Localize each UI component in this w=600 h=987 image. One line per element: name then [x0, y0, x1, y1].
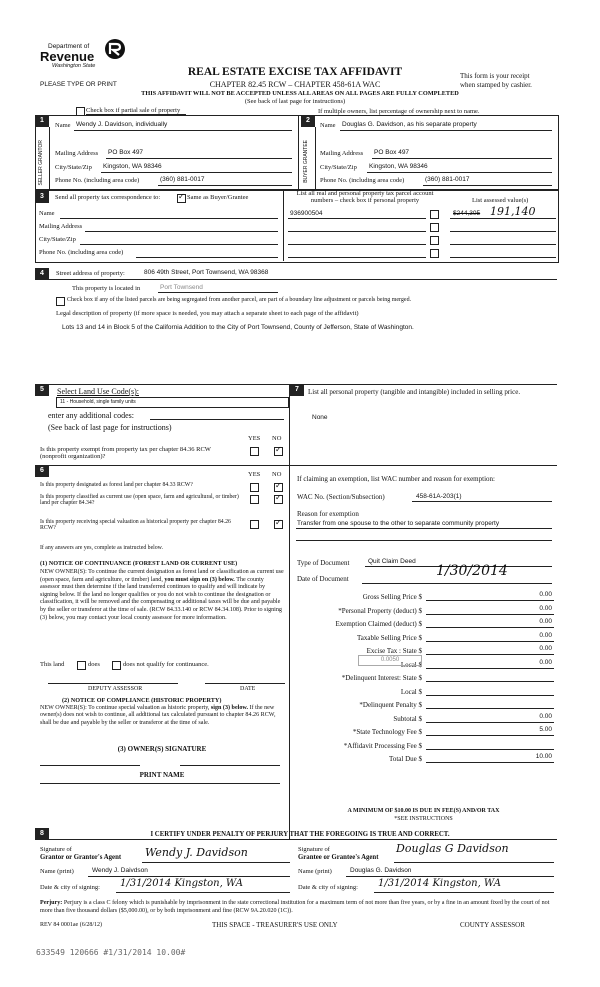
- historic-yes-checkbox[interactable]: [250, 520, 259, 529]
- reason-label: Reason for exemption: [297, 510, 359, 518]
- forest-yes-checkbox[interactable]: [250, 483, 259, 492]
- buyer-phone[interactable]: (360) 881-0017: [425, 176, 470, 183]
- calc-row-value[interactable]: 0.00: [539, 712, 552, 720]
- form-warning: THIS AFFIDAVIT WILL NOT BE ACCEPTED UNLESS ALL AREAS ON ALL PAGES ARE FULLY COMPLETED: [141, 90, 459, 97]
- assessed-header: List assessed value(s): [472, 197, 529, 204]
- land-does-not-checkbox[interactable]: [112, 661, 121, 670]
- deputy-assessor-label: DEPUTY ASSESSOR: [88, 686, 143, 692]
- calc-row-label: Taxable Selling Price $: [356, 633, 422, 642]
- personal-property-value[interactable]: None: [312, 414, 328, 421]
- calc-row-value[interactable]: 0.00: [539, 618, 552, 625]
- grantor-date-city[interactable]: 1/31/2014 Kingston, WA: [120, 878, 243, 889]
- land-does-label: does: [88, 661, 100, 668]
- treasurer-use: THIS SPACE - TREASURER'S USE ONLY: [212, 921, 338, 929]
- grantor-agent-label: Grantor or Grantor's Agent: [40, 854, 122, 861]
- section-4-badge: 4: [35, 268, 49, 280]
- s5-yes: YES: [248, 435, 261, 442]
- multiple-owners-note: If multiple owners, list percentage of ownership next to name.: [318, 108, 558, 116]
- receipt-note-2: when stamped by cashier.: [460, 81, 532, 89]
- historic-question: Is this property receiving special valuation as historical property per chapter 84.26 RCW?: [40, 519, 231, 531]
- section-1-badge: 1: [35, 115, 49, 127]
- seller-city[interactable]: Kingston, WA 98346: [103, 163, 162, 170]
- exempt-question: Is this property exempt from property tax per chapter 84.36 RCW (nonprofit organization)?: [40, 446, 211, 460]
- doc-type[interactable]: Quit Claim Deed: [368, 558, 416, 565]
- assessed-new[interactable]: 191,140: [490, 205, 536, 218]
- seller-phone[interactable]: (360) 881-0017: [160, 176, 205, 183]
- grantor-print-name[interactable]: Wendy J. Daivdson: [92, 867, 148, 874]
- s5-no: NO: [272, 435, 282, 442]
- calc-row-label: *Delinquent Interest: State $: [341, 674, 422, 682]
- seller-phone-label: Phone No. (including area code): [55, 177, 140, 184]
- legal-description[interactable]: Lots 13 and 14 in Block 5 of the California Addition to the City of Port Townsend, County of Jefferson, State of Washington.: [62, 324, 414, 331]
- calc-row-value[interactable]: 0.00: [539, 658, 552, 666]
- calc-row-value[interactable]: 5.00: [539, 726, 552, 733]
- same-as-buyer-checkbox[interactable]: [177, 194, 186, 203]
- calc-row-value[interactable]: 0.00: [539, 631, 552, 639]
- calc-row-value[interactable]: 10.00: [535, 753, 552, 760]
- buyer-city[interactable]: Kingston, WA 98346: [369, 163, 428, 170]
- calc-row-label: Exemption Claimed (deduct) $: [335, 620, 422, 628]
- parcel-number[interactable]: 936900504: [290, 210, 323, 217]
- seller-name-label: Name: [55, 122, 71, 129]
- grantor-print-label: Name (print): [40, 868, 74, 875]
- buyer-mailing[interactable]: PO Box 497: [374, 149, 410, 156]
- notice1-text: [40, 569, 284, 622]
- land-does-checkbox[interactable]: [77, 661, 86, 670]
- revenue-logo: [40, 38, 130, 72]
- parcel-personal-checkbox-3[interactable]: [430, 236, 439, 245]
- calc-row-label: Excise Tax : State $: [366, 647, 422, 655]
- partial-sale-label: Check box if partial sale of property: [86, 107, 186, 115]
- section-6-badge: 6: [35, 465, 49, 477]
- forest-question: Is this property designated as forest land per chapter 84.33 RCW?: [40, 482, 193, 488]
- land-does-not-label: does not qualify for continuance.: [123, 661, 209, 668]
- mail-phone-label: Phone No. (including area code): [39, 249, 124, 256]
- land-use-select[interactable]: 11 - Household, single family units: [56, 397, 289, 408]
- personal-property-label: List all personal property (tangible and intangible) included in selling price.: [308, 388, 521, 396]
- minimum-due: A MINIMUM OF $10.00 IS DUE IN FEE(S) AND/OR TAX: [347, 808, 500, 814]
- perjury-note: [40, 899, 556, 915]
- notice2-c: If the new owner(s) does not wish to continue, all additional tax calculated pursuant to chapter 84.26 RCW, shall be due and payable by the seller or transferor at the time of sale.: [40, 705, 276, 726]
- deputy-date-label: DATE: [240, 686, 256, 692]
- mail-name-label: Name: [39, 210, 55, 217]
- land-use-label: Select Land Use Code(s):: [57, 387, 139, 396]
- legal-description-label: Legal description of property (if more space is needed, you may attach a separate sheet to each page of the affidavit): [56, 310, 359, 317]
- current-use-question: Is this property classified as current use (open space, farm and agricultural, or timber) land per chapter 84.34?: [40, 494, 239, 506]
- section-3-badge: 3: [35, 191, 49, 203]
- buyer-mailing-label: Mailing Address: [320, 150, 364, 157]
- s6-no: NO: [272, 471, 282, 478]
- dept-line3: Washington State: [52, 63, 96, 69]
- parcel-personal-checkbox-1[interactable]: [430, 210, 439, 219]
- buyer-side-label: BUYER GRANTEE: [303, 140, 309, 183]
- wac-value[interactable]: 458-61A-203(1): [416, 493, 462, 500]
- calc-row-value[interactable]: 0.00: [539, 645, 552, 652]
- dept-line2: Revenue: [40, 49, 95, 64]
- revenue-logo-icon: [104, 38, 126, 60]
- form-see-back: (See back of last page for instructions): [244, 98, 346, 105]
- section-2-badge: 2: [301, 115, 315, 127]
- current-use-yes-checkbox[interactable]: [250, 495, 259, 504]
- grantee-agent-label: Grantee or Grantee's Agent: [298, 854, 379, 861]
- notice1-title: (1) NOTICE OF CONTINUANCE (FOREST LAND OR CURRENT USE): [40, 560, 238, 567]
- historic-no-checkbox[interactable]: [274, 520, 283, 529]
- street-address[interactable]: 806 49th Street, Port Townsend, WA 98368: [144, 269, 269, 276]
- buyer-city-label: City/State/Zip: [320, 164, 357, 171]
- parcel-personal-checkbox-4[interactable]: [430, 249, 439, 258]
- segregated-checkbox[interactable]: [56, 297, 65, 306]
- mail-mailing-label: Mailing Address: [39, 223, 83, 230]
- section-7-badge: 7: [290, 384, 304, 396]
- calc-row-label: *Delinquent Penalty $: [359, 701, 422, 709]
- s6-yes: YES: [248, 471, 261, 478]
- doc-date-label: Date of Document: [297, 575, 349, 583]
- cashier-stamp: 633549 120666 #1/31/2014 10.00#: [36, 948, 186, 957]
- notice1-b: you must sign on (3) below.: [164, 576, 235, 583]
- calc-row-label: Gross Selling Price $: [362, 593, 422, 601]
- land-use-see-back: (See back of last page for instructions): [48, 423, 172, 432]
- seller-mailing-label: Mailing Address: [55, 150, 99, 157]
- located-in-label: This property is located in: [72, 285, 141, 292]
- notice2-b: sign (3) below.: [210, 705, 248, 711]
- forest-no-checkbox[interactable]: [274, 483, 283, 492]
- notice2-a: NEW OWNER(S): To continue special valuation as historic property,: [40, 705, 210, 711]
- located-in[interactable]: Port Townsend: [160, 284, 203, 291]
- exempt-yes-checkbox[interactable]: [250, 447, 259, 456]
- wac-label: WAC No. (Section/Subsection): [297, 493, 385, 501]
- local-rate-box[interactable]: 0.0050: [358, 655, 422, 666]
- buyer-name[interactable]: Douglas G. Davidson, as his separate property: [342, 121, 477, 128]
- notice1-c: The county assessor must then determine if the land transferred continues to qualify and will indicate by signing below. If the land no longer qualifies or you do not wish to continue the designation or classification, it will be removed and the compensating or additional taxes will be due and payable by the seller or transferor at the time of sale. (RCW 84.33.140 or RCW 84.34.108). Prior to signing (3) below, you may contact your local county assessor for more information.: [40, 576, 282, 621]
- form-chapter: CHAPTER 82.45 RCW – CHAPTER 458-61A WAC: [209, 80, 381, 89]
- calc-row-label: Subtotal $: [393, 714, 422, 723]
- perjury-text: Perjury is a class C felony which is punishable by imprisonment in the state correctional institution for a maximum term of not more than five years, or by a fine in an amount fixed by the court of not more than five thousand dollars ($5,000.00), or by both imprisonment and fine (RCW 9A.20.020 (1C)).: [40, 900, 550, 914]
- seller-city-label: City/State/Zip: [55, 164, 92, 171]
- parcel-header: List all real and personal property tax parcel account numbers – check box if personal property: [296, 190, 434, 204]
- this-land-label: This land: [40, 661, 65, 668]
- grantee-date-city[interactable]: 1/31/2014 Kingston, WA: [378, 878, 501, 889]
- grantee-signature[interactable]: Douglas G Davidson: [396, 842, 509, 855]
- street-address-label: Street address of property:: [56, 270, 125, 277]
- current-use-no-checkbox[interactable]: [274, 495, 283, 504]
- seller-mailing[interactable]: PO Box 497: [108, 149, 144, 156]
- rev-number: REV 84 0001ae (6/28/12): [40, 922, 103, 928]
- grantee-date-label: Date & city of signing:: [298, 884, 358, 891]
- calc-row-label: Total Due $: [389, 755, 422, 763]
- additional-codes-label: enter any additional codes:: [48, 411, 134, 420]
- calc-row-label: Local $: [400, 687, 422, 696]
- seller-side-label: SELLER GRANTOR: [38, 140, 44, 186]
- certify-statement: I CERTIFY UNDER PENALTY OF PERJURY THAT THE FOREGOING IS TRUE AND CORRECT.: [150, 831, 450, 838]
- dept-line1: Department of: [48, 43, 90, 50]
- grantee-print-name[interactable]: Douglas G. Davidson: [350, 867, 412, 874]
- reason-value[interactable]: Transfer from one spouse to the other to separate community property: [297, 520, 500, 527]
- calc-row-label: *Personal Property (deduct) $: [338, 606, 422, 615]
- buyer-name-label: Name: [320, 122, 336, 129]
- owner-signature-label: (3) OWNER(S) SIGNATURE: [117, 745, 207, 753]
- send-correspondence-label: Send all property tax correspondence to:: [55, 194, 161, 201]
- grantor-signature[interactable]: Wendy J. Davidson: [145, 846, 248, 859]
- notice2-text: [40, 705, 284, 727]
- grantor-date-label: Date & city of signing:: [40, 884, 100, 891]
- grantee-print-label: Name (print): [298, 868, 332, 875]
- grantor-sig-label: Signature of: [40, 846, 72, 853]
- perjury-bold: Perjury:: [40, 900, 63, 906]
- form-title: REAL ESTATE EXCISE TAX AFFIDAVIT: [187, 66, 403, 78]
- section-5-badge: 5: [35, 384, 49, 396]
- calc-row-label: Local $: [400, 660, 422, 669]
- exemption-label: If claiming an exemption, list WAC number and reason for exemption:: [297, 475, 495, 483]
- doc-type-label: Type of Document: [297, 559, 350, 567]
- assessed-struck: $244,305: [453, 210, 481, 217]
- calc-row-value[interactable]: 0.00: [539, 604, 552, 612]
- notice2-title: (2) NOTICE OF COMPLIANCE (HISTORIC PROPERTY): [62, 697, 222, 704]
- same-as-buyer-label: Same as Buyer/Grantee: [187, 194, 249, 201]
- exempt-no-checkbox[interactable]: [274, 447, 283, 456]
- segregated-label: Check box if any of the listed parcels are being segregated from another parcel, are part of a boundary line adjustment or parcels being merged.: [67, 297, 412, 303]
- please-type: PLEASE TYPE OR PRINT: [40, 81, 117, 88]
- county-assessor: COUNTY ASSESSOR: [460, 921, 525, 929]
- print-name-label: PRINT NAME: [139, 771, 185, 779]
- calc-row-label: *Affidavit Processing Fee $: [343, 741, 422, 750]
- receipt-note-1: This form is your receipt: [460, 72, 530, 80]
- grantee-sig-label: Signature of: [298, 846, 330, 853]
- mail-city-label: City/State/Zip: [39, 236, 76, 243]
- notice1-a: NEW OWNER(S): To continue the current designation as forest land or classification as current use (open space, farm and agriculture, or timber) land,: [40, 569, 284, 583]
- if-yes-note: If any answers are yes, complete as instructed below.: [40, 545, 163, 551]
- calc-row-label: *State Technology Fee $: [352, 728, 422, 736]
- doc-date[interactable]: 1/30/2014: [436, 563, 508, 579]
- calc-row-value[interactable]: 0.00: [539, 591, 552, 598]
- see-instructions: *SEE INSTRUCTIONS: [394, 816, 453, 822]
- parcel-personal-checkbox-2[interactable]: [430, 223, 439, 232]
- section-8-badge: 8: [35, 828, 49, 840]
- buyer-phone-label: Phone No. (including area code): [320, 177, 405, 184]
- seller-name[interactable]: Wendy J. Davidson, individually: [76, 121, 168, 128]
